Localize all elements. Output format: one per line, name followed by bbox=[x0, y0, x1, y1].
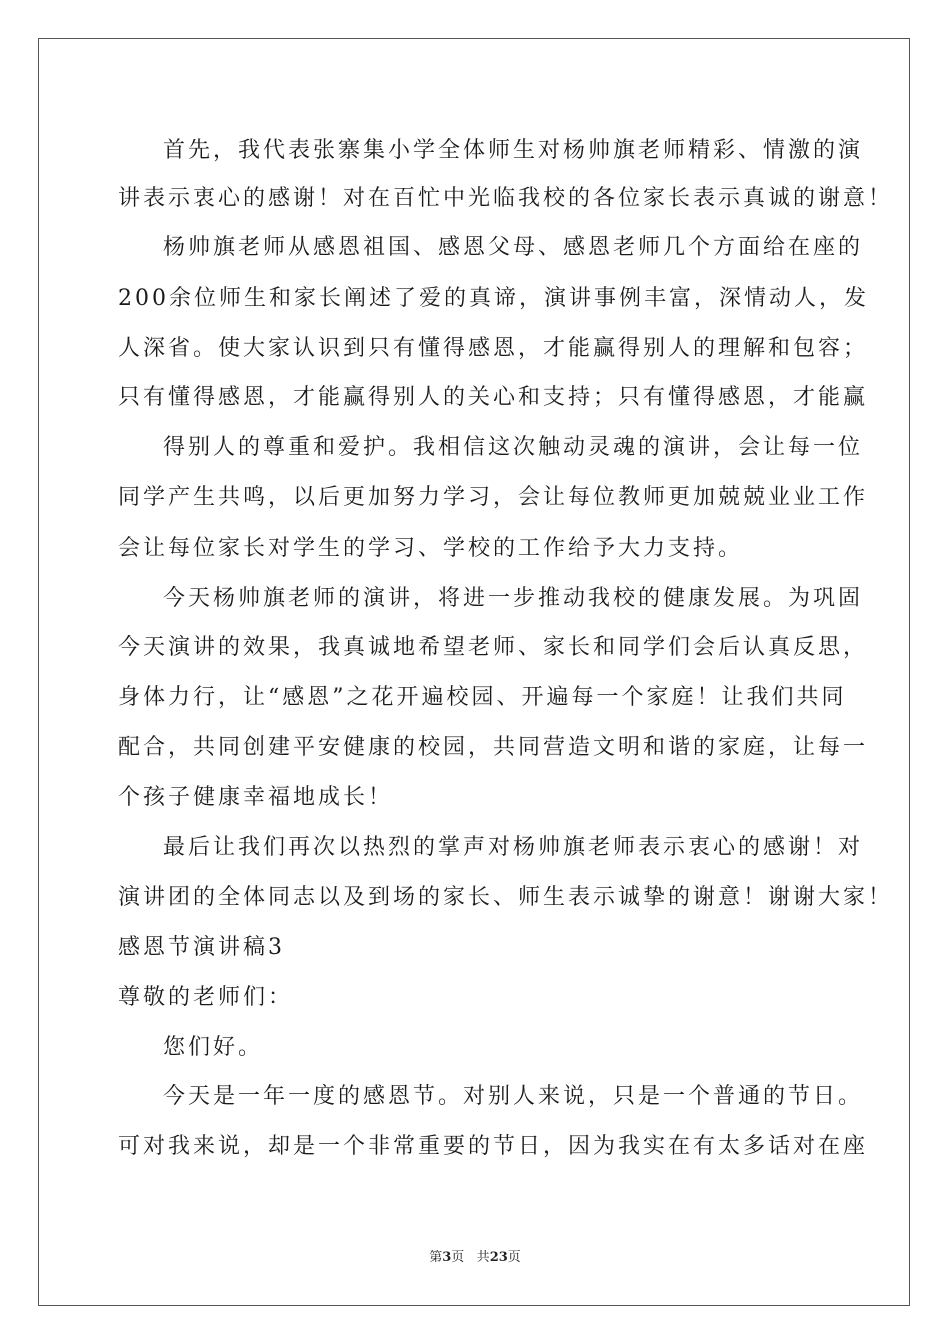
paragraph-line: 只有懂得感恩，才能赢得别人的关心和支持；只有懂得感恩，才能赢 bbox=[118, 385, 869, 410]
paragraph-line: 讲表示衷心的感谢！对在百忙中光临我校的各位家长表示真诚的谢意！ bbox=[118, 186, 894, 211]
total-label-suffix: 页 bbox=[507, 1250, 521, 1265]
paragraph-line: 得别人的尊重和爱护。我相信这次触动灵魂的演讲，会让每一位 bbox=[163, 435, 864, 460]
page-frame bbox=[38, 38, 910, 1306]
paragraph-line: 今天演讲的效果，我真诚地希望老师、家长和同学们会后认真反思， bbox=[118, 635, 869, 660]
paragraph-line: 配合，共同创建平安健康的校园，共同营造文明和谐的家庭，让每一 bbox=[118, 735, 869, 760]
page-footer bbox=[0, 1246, 950, 1265]
paragraph-line: 身体力行，让“感恩”之花开遍校园、开遍每一个家庭！让我们共同 bbox=[118, 685, 847, 710]
paragraph-line: 演讲团的全体同志以及到场的家长、师生表示诚挚的谢意！谢谢大家！ bbox=[118, 885, 894, 910]
paragraph-line: 杨帅旗老师从感恩祖国、感恩父母、感恩老师几个方面给在座的 bbox=[163, 235, 864, 260]
paragraph-line: 个孩子健康幸福地成长！ bbox=[118, 785, 394, 810]
total-label-prefix: 共 bbox=[476, 1250, 490, 1265]
paragraph-line: 200余位师生和家长阐述了爱的真谛，演讲事例丰富，深情动人，发 bbox=[118, 286, 869, 311]
paragraph-line: 人深省。使大家认识到只有懂得感恩，才能赢得别人的理解和包容； bbox=[118, 336, 869, 361]
paragraph-line: 首先，我代表张寨集小学全体师生对杨帅旗老师精彩、情激的演 bbox=[163, 138, 864, 163]
total-pages: 23 bbox=[489, 1250, 508, 1265]
paragraph-line: 今天是一年一度的感恩节。对别人来说，只是一个普通的节日。 bbox=[163, 1084, 864, 1109]
page-number: 3 bbox=[442, 1250, 452, 1265]
paragraph-line: 今天杨帅旗老师的演讲，将进一步推动我校的健康发展。为巩固 bbox=[163, 586, 864, 611]
greeting: 您们好。 bbox=[163, 1035, 264, 1060]
paragraph-line: 会让每位家长对学生的学习、学校的工作给予大力支持。 bbox=[118, 536, 744, 561]
section-heading: 感恩节演讲稿3 bbox=[118, 935, 285, 960]
paragraph-line: 最后让我们再次以热烈的掌声对杨帅旗老师表示衷心的感谢！对 bbox=[163, 835, 864, 860]
page-label-prefix: 第 bbox=[429, 1250, 443, 1265]
paragraph-line: 可对我来说，却是一个非常重要的节日，因为我实在有太多话对在座 bbox=[118, 1134, 869, 1159]
page-label-suffix: 页 bbox=[451, 1250, 465, 1265]
paragraph-line: 同学产生共鸣，以后更加努力学习，会让每位教师更加兢兢业业工作 bbox=[118, 485, 869, 510]
salutation: 尊敬的老师们： bbox=[118, 985, 294, 1010]
